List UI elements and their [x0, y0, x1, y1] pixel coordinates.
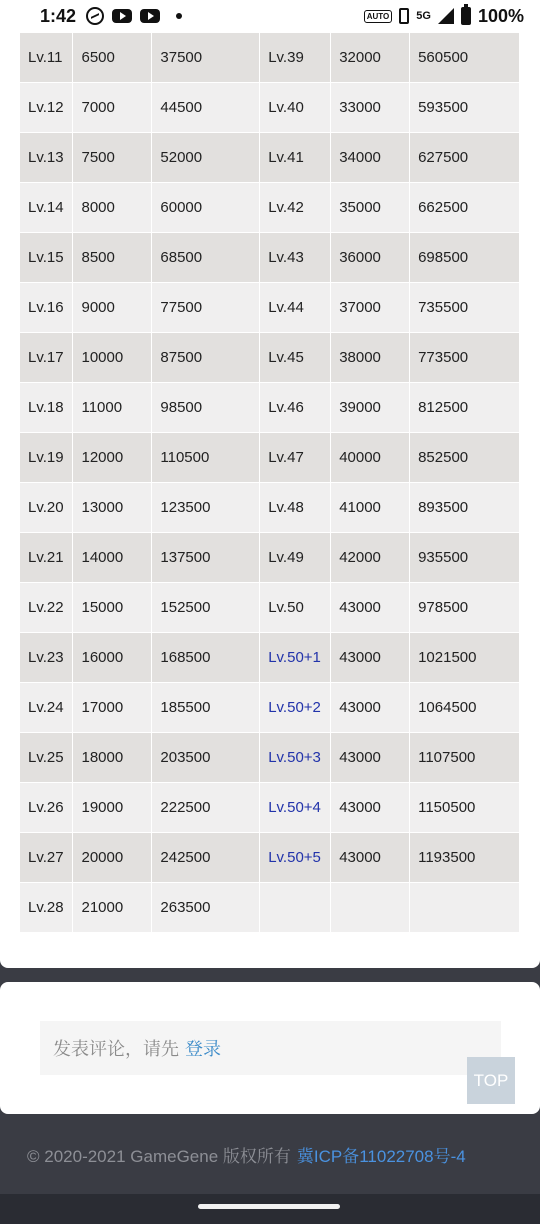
exp-cell: 19000 [73, 782, 152, 832]
site-footer [0, 1114, 540, 1194]
notification-icons [86, 7, 182, 25]
total-exp-cell: 263500 [152, 882, 260, 932]
level-cell: Lv.27 [20, 832, 73, 882]
comment-section [0, 982, 540, 1114]
exp-cell: 11000 [73, 382, 152, 432]
home-indicator[interactable] [198, 1204, 340, 1209]
status-time: 1:42 [40, 5, 77, 26]
youtube-icon [112, 9, 132, 23]
table-row [20, 532, 520, 582]
total-exp-cell: 773500 [410, 332, 520, 382]
level-cell: Lv.13 [20, 132, 73, 182]
level-cell: Lv.19 [20, 432, 73, 482]
signal-icon [438, 8, 454, 24]
system-nav-bar [0, 1194, 540, 1224]
exp-cell: 37000 [331, 282, 410, 332]
icp-link[interactable]: 冀ICP备11022708号-4 [296, 1146, 466, 1166]
total-exp-cell: 60000 [152, 182, 260, 232]
total-exp-cell: 68500 [152, 232, 260, 282]
total-exp-cell: 627500 [410, 132, 520, 182]
level-cell: Lv.17 [20, 332, 73, 382]
total-exp-cell: 168500 [152, 632, 260, 682]
level-cell: Lv.40 [260, 82, 331, 132]
table-row [20, 332, 520, 382]
table-row [20, 232, 520, 282]
level-table-viewport[interactable] [20, 32, 520, 948]
total-exp-cell: 560500 [410, 32, 520, 82]
exp-cell: 40000 [331, 432, 410, 482]
exp-cell: 43000 [331, 732, 410, 782]
exp-cell: 17000 [73, 682, 152, 732]
table-row [20, 582, 520, 632]
exp-cell: 43000 [331, 832, 410, 882]
level-table-body [20, 32, 520, 932]
status-bar [0, 0, 540, 32]
total-exp-cell: 137500 [152, 532, 260, 582]
comment-input[interactable] [40, 1021, 501, 1075]
exp-cell: 7000 [73, 82, 152, 132]
level-cell [260, 782, 331, 832]
exp-cell [331, 882, 410, 932]
total-exp-cell: 242500 [152, 832, 260, 882]
messenger-icon [86, 7, 104, 25]
level-cell: Lv.16 [20, 282, 73, 332]
total-exp-cell: 1107500 [410, 732, 520, 782]
table-row [20, 32, 520, 82]
level-cell: Lv.46 [260, 382, 331, 432]
exp-cell: 43000 [331, 682, 410, 732]
level-cell: Lv.47 [260, 432, 331, 482]
exp-cell: 7500 [73, 132, 152, 182]
table-row [20, 682, 520, 732]
table-row [20, 282, 520, 332]
youtube-icon [140, 9, 160, 23]
exp-cell: 33000 [331, 82, 410, 132]
level-cell: Lv.25 [20, 732, 73, 782]
vibrate-icon [399, 8, 409, 24]
level-cell: Lv.43 [260, 232, 331, 282]
exp-cell: 43000 [331, 632, 410, 682]
total-exp-cell: 44500 [152, 82, 260, 132]
total-exp-cell: 893500 [410, 482, 520, 532]
exp-cell: 13000 [73, 482, 152, 532]
total-exp-cell: 1021500 [410, 632, 520, 682]
total-exp-cell: 1150500 [410, 782, 520, 832]
total-exp-cell: 1193500 [410, 832, 520, 882]
total-exp-cell: 37500 [152, 32, 260, 82]
level-cell [260, 682, 331, 732]
more-notifications-icon [176, 13, 182, 19]
table-row [20, 482, 520, 532]
level-cell: Lv.39 [260, 32, 331, 82]
total-exp-cell: 935500 [410, 532, 520, 582]
total-exp-cell: 152500 [152, 582, 260, 632]
total-exp-cell: 735500 [410, 282, 520, 332]
table-row [20, 82, 520, 132]
level-link[interactable]: Lv.50+2 [268, 698, 321, 716]
total-exp-cell: 812500 [410, 382, 520, 432]
exp-cell: 42000 [331, 532, 410, 582]
level-cell: Lv.21 [20, 532, 73, 582]
back-to-top-button[interactable]: TOP [467, 1057, 515, 1104]
level-cell: Lv.45 [260, 332, 331, 382]
total-exp-cell: 185500 [152, 682, 260, 732]
level-cell: Lv.11 [20, 32, 73, 82]
exp-cell: 15000 [73, 582, 152, 632]
level-cell [260, 832, 331, 882]
comment-prompt: 发表评论，请先 [53, 1039, 179, 1059]
exp-cell: 6500 [73, 32, 152, 82]
level-cell: Lv.12 [20, 82, 73, 132]
level-cell: Lv.28 [20, 882, 73, 932]
exp-cell: 12000 [73, 432, 152, 482]
table-row [20, 132, 520, 182]
total-exp-cell: 77500 [152, 282, 260, 332]
table-row [20, 182, 520, 232]
total-exp-cell [410, 882, 520, 932]
auto-brightness-icon: AUTO [364, 10, 393, 23]
level-cell: Lv.42 [260, 182, 331, 232]
total-exp-cell: 52000 [152, 132, 260, 182]
level-cell: Lv.14 [20, 182, 73, 232]
total-exp-cell: 123500 [152, 482, 260, 532]
level-link[interactable]: Lv.50+1 [268, 648, 321, 666]
exp-cell: 9000 [73, 282, 152, 332]
exp-cell: 10000 [73, 332, 152, 382]
level-cell: Lv.23 [20, 632, 73, 682]
total-exp-cell: 593500 [410, 82, 520, 132]
level-cell: Lv.22 [20, 582, 73, 632]
battery-icon [461, 7, 471, 25]
battery-percent: 100% [477, 5, 524, 26]
exp-cell: 34000 [331, 132, 410, 182]
level-cell: Lv.48 [260, 482, 331, 532]
exp-cell: 16000 [73, 632, 152, 682]
network-type: 5G [416, 9, 431, 22]
exp-cell: 18000 [73, 732, 152, 782]
table-row [20, 632, 520, 682]
level-cell: Lv.49 [260, 532, 331, 582]
table-row [20, 832, 520, 882]
level-cell: Lv.44 [260, 282, 331, 332]
level-cell [260, 732, 331, 782]
exp-cell: 32000 [331, 32, 410, 82]
exp-cell: 35000 [331, 182, 410, 232]
table-row [20, 782, 520, 832]
exp-cell: 14000 [73, 532, 152, 582]
level-cell: Lv.50 [260, 582, 331, 632]
level-cell [260, 882, 331, 932]
login-link[interactable]: 登录 [185, 1039, 221, 1059]
exp-cell: 8500 [73, 232, 152, 282]
table-row [20, 882, 520, 932]
exp-cell: 20000 [73, 832, 152, 882]
total-exp-cell: 978500 [410, 582, 520, 632]
level-link[interactable]: Lv.50+4 [268, 798, 321, 816]
total-exp-cell: 222500 [152, 782, 260, 832]
total-exp-cell: 110500 [152, 432, 260, 482]
level-cell: Lv.15 [20, 232, 73, 282]
total-exp-cell: 203500 [152, 732, 260, 782]
level-exp-table [20, 32, 520, 933]
level-link[interactable]: Lv.50+5 [268, 848, 321, 866]
level-cell: Lv.20 [20, 482, 73, 532]
table-row [20, 432, 520, 482]
level-cell: Lv.41 [260, 132, 331, 182]
total-exp-cell: 698500 [410, 232, 520, 282]
exp-cell: 43000 [331, 582, 410, 632]
level-link[interactable]: Lv.50+3 [268, 748, 321, 766]
total-exp-cell: 1064500 [410, 682, 520, 732]
total-exp-cell: 87500 [152, 332, 260, 382]
level-cell: Lv.18 [20, 382, 73, 432]
exp-cell: 8000 [73, 182, 152, 232]
copyright-text: © 2020-2021 GameGene 版权所有 [27, 1146, 291, 1166]
level-cell [260, 632, 331, 682]
table-row [20, 382, 520, 432]
exp-cell: 36000 [331, 232, 410, 282]
level-cell: Lv.26 [20, 782, 73, 832]
exp-cell: 41000 [331, 482, 410, 532]
table-row [20, 732, 520, 782]
exp-cell: 43000 [331, 782, 410, 832]
total-exp-cell: 852500 [410, 432, 520, 482]
exp-cell: 21000 [73, 882, 152, 932]
exp-cell: 39000 [331, 382, 410, 432]
level-cell: Lv.24 [20, 682, 73, 732]
system-icons [364, 6, 524, 27]
exp-cell: 38000 [331, 332, 410, 382]
total-exp-cell: 662500 [410, 182, 520, 232]
total-exp-cell: 98500 [152, 382, 260, 432]
